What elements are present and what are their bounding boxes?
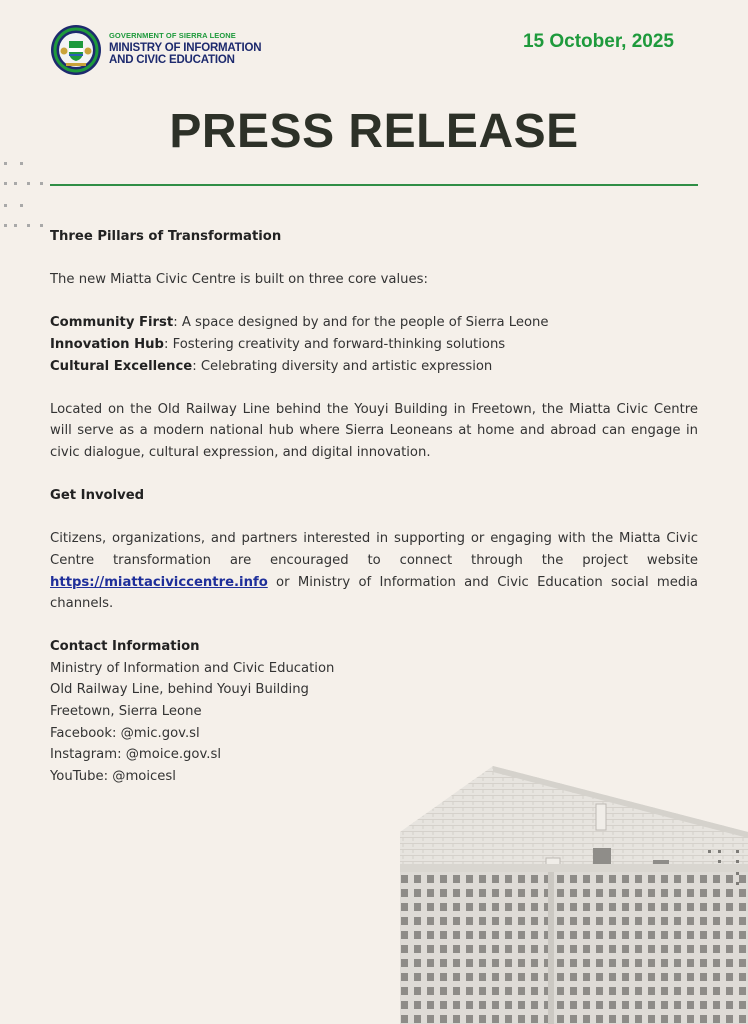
section-heading-pillars: Three Pillars of Transformation xyxy=(50,229,282,244)
ministry-name xyxy=(109,32,261,66)
value-item xyxy=(50,356,698,378)
location-paragraph: Located on the Old Railway Line behind the Youyi Building in Freetown, the Miatta Civic Centre will serve as a modern national hub where Sierra Leoneans at home and abroad can engage in civic dialogue, cultural expression, and digital innovation. xyxy=(50,401,698,460)
ministry-label-line2: AND CIVIC EDUCATION xyxy=(109,53,235,66)
ministry-label-line1: MINISTRY OF INFORMATION xyxy=(109,41,262,54)
value-name: Community First xyxy=(50,315,174,331)
section-heading-get-involved: Get Involved xyxy=(50,488,145,504)
contact-line: Ministry of Information and Civic Education xyxy=(50,660,335,676)
contact-line: Facebook: @mic.gov.sl xyxy=(50,725,200,741)
contact-line: Instagram: @moice.gov.sl xyxy=(50,747,221,763)
decorative-dots xyxy=(0,160,48,230)
value-item xyxy=(50,334,698,356)
contact-line: Freetown, Sierra Leone xyxy=(50,704,202,720)
section-heading-contact: Contact Information xyxy=(50,639,200,655)
page-title: PRESS RELEASE xyxy=(169,105,579,158)
coat-of-arms-logo xyxy=(50,24,102,76)
value-desc: : A space designed by and for the people of Sierra Leone xyxy=(173,315,549,331)
value-name: Cultural Excellence xyxy=(50,358,193,374)
release-date: 15 October, 2025 xyxy=(522,31,674,52)
value-name: Innovation Hub xyxy=(50,336,164,352)
value-desc: : Celebrating diversity and artistic expression xyxy=(192,358,493,374)
get-involved-text: Citizens, organizations, and partners interested in supporting or engaging with the Miatta Civic Centre transformation are encouraged to connect through the project website xyxy=(50,531,698,568)
project-website-link[interactable]: https://miattaciviccentre.info xyxy=(50,574,268,590)
get-involved-text-end: or Ministry of Information and Civic Education social media channels. xyxy=(50,574,698,612)
press-release-body xyxy=(50,226,698,787)
government-label: GOVERNMENT OF SIERRA LEONE xyxy=(109,31,236,40)
value-item xyxy=(50,312,698,334)
contact-line: YouTube: @moicesl xyxy=(50,768,176,784)
get-involved-paragraph xyxy=(50,528,698,614)
letterhead xyxy=(50,24,698,80)
building-illustration xyxy=(398,760,748,1024)
pillars-intro: The new Miatta Civic Centre is built on three core values: xyxy=(50,272,428,288)
title-divider xyxy=(50,184,698,186)
contact-line: Old Railway Line, behind Youyi Building xyxy=(50,682,309,698)
value-desc: : Fostering creativity and forward-thinking solutions xyxy=(163,336,506,352)
